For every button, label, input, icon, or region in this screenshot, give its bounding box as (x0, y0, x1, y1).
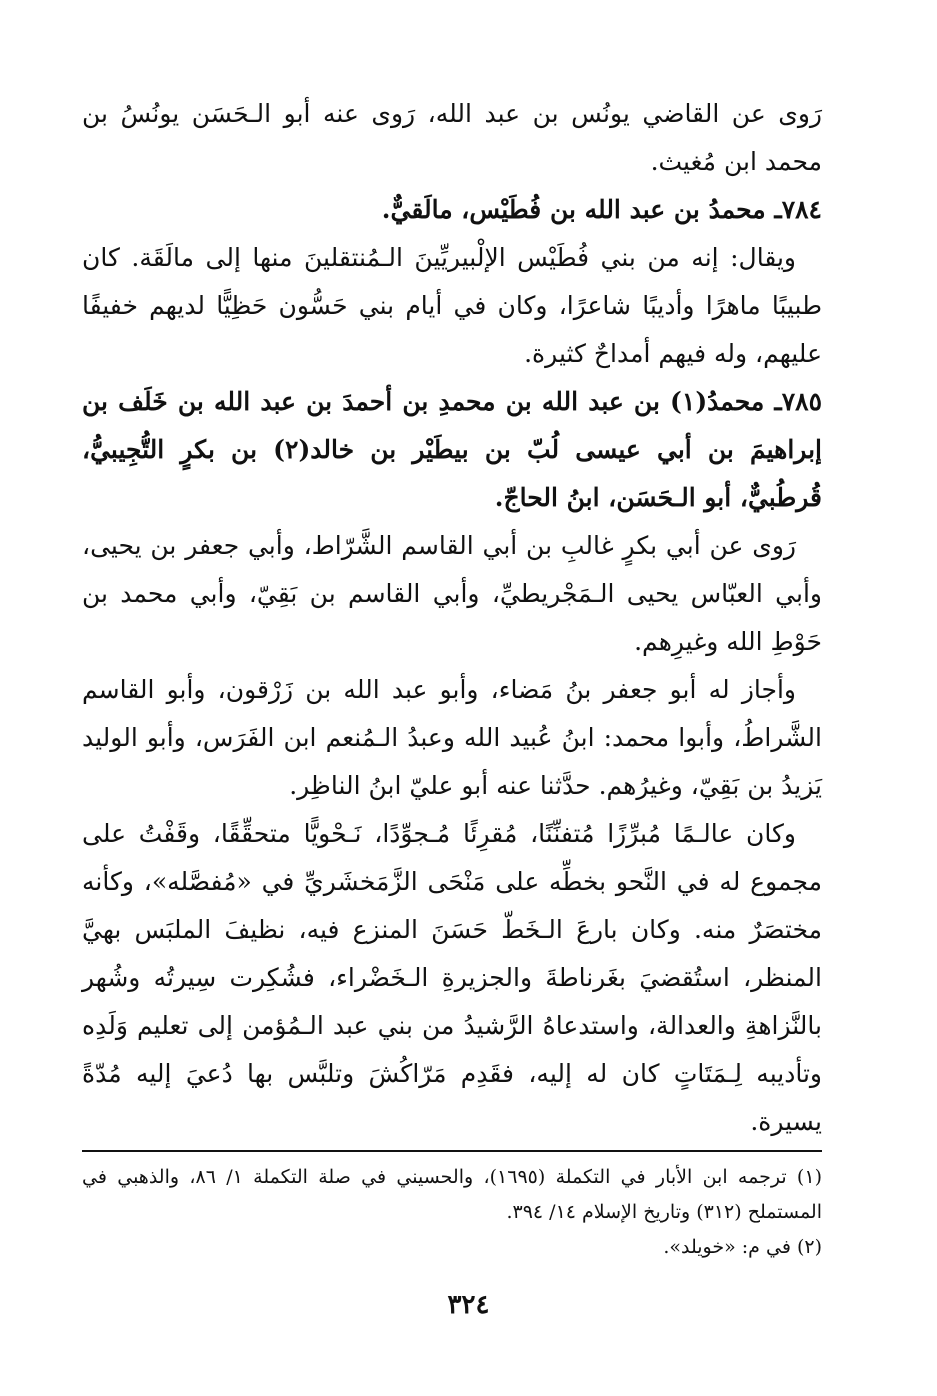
entry-heading-784: ٧٨٤ـ محمدُ بن عبد الله بن فُطَيْس، مالَقيٌّ. (381, 195, 822, 224)
paragraph-785-teachers: رَوى عن أبي بكرٍ غالبِ بن أبي القاسم الشَّرّاط، وأبي جعفر بن يحيى، وأبي العبّاس يحيى الـمَجْريطيِّ، وأبي القاسم بن بَقِيّ، وأبي محمد بن حَوْطِ الله وغيرِهم. (82, 531, 822, 656)
paragraph-785-biography: وكان عالـمًا مُبرِّزًا مُتفنِّنًا، مُقرِئًا مُـجوِّدًا، نَـحْويًّا متحقِّقًا، وقَفْتُ على مجموع له في النَّحو بخطِّه على مَنْحَى الزَّمَخشَريِّ في «مُفصَّله»، وكأنه مختصَرٌ منه. وكان بارعَ الـخَطّ حَسَنَ المنزع فيه، نظيفَ الملبَس بهيَّ المنظر، استُقضيَ بغَرناطةَ والجزيرةِ الـخَضْراء، فشُكِرت سِيرتُه وشُهر بالنَّزاهةِ والعدالة، واستدعاهُ الرَّشيدُ من بني عبد الـمُؤمن إلى تعليم وَلَدِه وتأديبه لِـمَتَاتٍ كان له إليه، فقَدِم مَرّاكُشَ وتلبَّس بها دُعيَ إليه مُدّةً يسيرة. (82, 819, 822, 1136)
footnotes (82, 1160, 822, 1265)
footnote-2: (٢) في م: «خويلد». (663, 1236, 822, 1258)
paragraph-continuation: رَوى عن القاضي يونُس بن عبد الله، رَوى عنه أبو الـحَسَن يونُسُ بن محمد ابن مُغيث. (82, 99, 822, 176)
footnote-divider (82, 1150, 822, 1152)
footnote-1: (١) ترجمه ابن الأبار في التكملة (١٦٩٥)، والحسيني في صلة التكملة ١/ ٨٦، والذهبي في المستملح (٣١٢) وتاريخ الإسلام ١٤/ ٣٩٤. (82, 1166, 822, 1223)
page-number: ٣٢٤ (447, 1290, 490, 1320)
entry-heading-785: ٧٨٥ـ محمدُ(١) بن عبد الله بن محمدِ بن أحمدَ بن عبد الله بن خَلَف بن إبراهيمَ بن أبي عيسى لُبّ بن بيطَيْر بن خالد(٢) بن بكرٍ التُّجِيبيُّ، قُرطُبيٌّ، أبو الـحَسَن، ابنُ الحاجّ. (82, 387, 823, 512)
paragraph-784-body: ويقال: إنه من بني فُطَيْس الإلْبيريِّينَ الـمُنتقلينَ منها إلى مالَقَة. كان طبيبًا ماهرًا وأديبًا شاعرًا، وكان في أيام بني حَسُّون حَظِيًّا لديهم خفيفًا عليهم، وله فيهم أمداحٌ كثيرة. (82, 243, 822, 368)
main-text (82, 90, 822, 1146)
paragraph-785-ijaza: وأجاز له أبو جعفر بنُ مَضاء، وأبو عبد الله بن زَرْقون، وأبو القاسم الشَّراطُ، وأبوا محمد: ابنُ عُبيد الله وعبدُ الـمُنعم ابن الفَرَس، وأبو الوليد يَزيدُ بن بَقِيّ، وغيرُهم. حدَّثنا عنه أبو عليّ ابنُ الناظِر. (82, 675, 822, 800)
